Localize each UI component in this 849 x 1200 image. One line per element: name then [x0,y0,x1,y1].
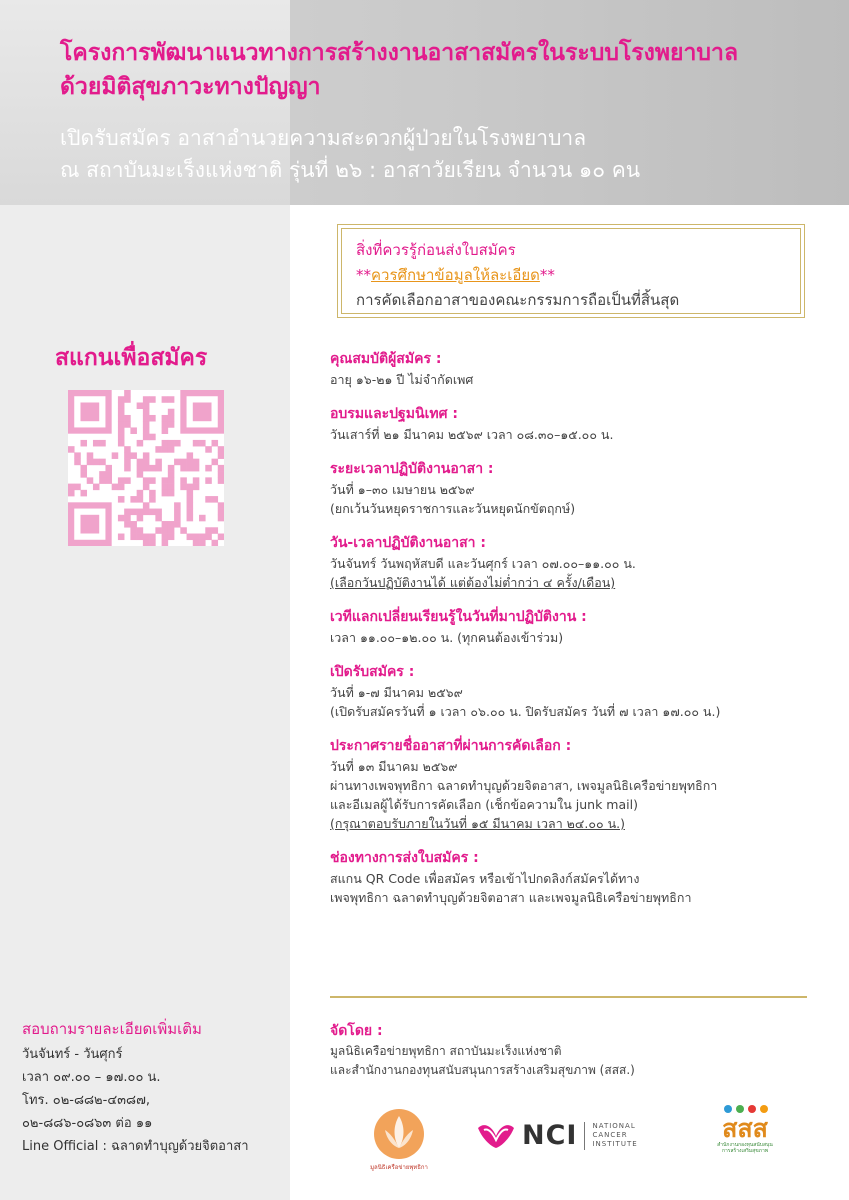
ribbon-icon [476,1122,516,1150]
notice-line-1: สิ่งที่ควรรู้ก่อนส่งใบสมัคร [356,241,516,259]
title-line-2: ด้วยมิติสุขภาวะทางปัญญา [60,74,321,100]
section-period [330,458,830,518]
section-qualifications [330,348,830,389]
contact-phone-2[interactable]: ๐๒-๘๘๖-๐๘๖๓ ต่อ ๑๑ [22,1116,153,1131]
nci-sub-2: CANCER [592,1131,628,1139]
contact-hours: เวลา ๐๙.๐๐ – ๑๗.๐๐ น. [22,1070,161,1085]
nci-logo [476,1120,638,1151]
section-line: วันที่ ๑๓ มีนาคม ๒๕๖๙ [330,759,458,774]
section-line: (เลือกวันปฏิบัติงานได้ แต่ต้องไม่ต่ำกว่า ๔ ครั้ง/เดือน) [330,575,616,590]
contact-block [22,1018,287,1158]
section-orientation [330,403,830,444]
section-schedule [330,532,830,592]
subtitle-line-2: ณ สถาบันมะเร็งแห่งชาติ รุ่นที่ ๒๖ : อาสาวัยเรียน จำนวน ๑๐ คน [60,158,641,182]
section-line: วันเสาร์ที่ ๒๑ มีนาคม ๒๕๖๙ เวลา ๐๘.๓๐–๑๕.๐๐ น. [330,427,614,442]
notice-suffix: ** [539,266,555,284]
section-title: เวทีแลกเปลี่ยนเรียนรู้ในวันที่มาปฏิบัติงาน : [330,609,587,625]
organizer-line-2: และสำนักงานกองทุนสนับสนุนการสร้างเสริมสุขภาพ (สสส.) [330,1063,635,1077]
section-line: ผ่านทางเพจพุทธิกา ฉลาดทำบุญด้วยจิตอาสา, เพจมูลนิธิเครือข่ายพุทธิกา [330,778,718,793]
section-title: วัน-เวลาปฏิบัติงานอาสา : [330,535,487,551]
section-channels [330,847,830,907]
nci-subtitle [592,1122,637,1149]
thaihealth-logo [714,1104,776,1154]
nci-sub-3: INSTITUTE [592,1140,638,1148]
section-registration [330,661,830,721]
section-line: วันที่ ๑-๗ มีนาคม ๒๕๖๙ [330,685,463,700]
section-line: สแกน QR Code เพื่อสมัคร หรือเข้าไปกดลิงก์สมัครได้ทาง [330,871,640,886]
section-line: เพจพุทธิกา ฉลาดทำบุญด้วยจิตอาสา และเพจมูลนิธิเครือข่ายพุทธิกา [330,890,692,905]
thaihealth-sub-2: การสร้างเสริมสุขภาพ [721,1148,769,1154]
nci-sub-1: NATIONAL [592,1122,636,1130]
section-forum [330,606,830,647]
section-line: (เปิดรับสมัครวันที่ ๑ เวลา ๐๖.๐๐ น. ปิดรับสมัคร วันที่ ๗ เวลา ๑๗.๐๐ น.) [330,704,721,719]
nci-logo-text: NCI [522,1120,578,1151]
contact-line[interactable]: Line Official : ฉลาดทำบุญด้วยจิตอาสา [22,1139,249,1154]
section-line: (กรุณาตอบรับภายในวันที่ ๑๕ มีนาคม เวลา ๒๔.๐๐ น.) [330,816,625,831]
buddhika-logo-text: มูลนิธิเครือข่ายพุทธิกา [370,1164,428,1171]
buddhika-logo [370,1108,428,1172]
contact-title: สอบถามรายละเอียดเพิ่มเติม [22,1020,202,1038]
page-subtitle [60,122,820,186]
subtitle-line-1: เปิดรับสมัคร อาสาอำนวยความสะดวกผู้ป่วยในโรงพยาบาล [60,126,587,150]
notice-box-inner [341,228,801,314]
nci-separator [584,1122,585,1150]
section-title: ช่องทางการส่งใบสมัคร : [330,850,479,866]
organizer-block [330,1020,810,1080]
section-line: เวลา ๑๑.๐๐–๑๒.๐๐ น. (ทุกคนต้องเข้าร่วม) [330,630,564,645]
section-line: และอีเมลผู้ได้รับการคัดเลือก (เช็กข้อความใน junk mail) [330,797,638,812]
section-line: อายุ ๑๖-๒๑ ปี ไม่จำกัดเพศ [330,372,474,387]
details-content [330,348,830,921]
notice-line-2 [356,263,786,288]
notice-underlined: ควรศึกษาข้อมูลให้ละเอียด [371,266,540,284]
notice-prefix: ** [356,266,371,284]
lotus-icon [373,1108,425,1160]
section-title: คุณสมบัติผู้สมัคร : [330,351,442,367]
qr-code-graphic [68,390,224,546]
scan-title: สแกนเพื่อสมัคร [55,345,208,371]
notice-box [337,224,805,318]
divider-line [330,996,807,998]
section-announcement [330,735,830,833]
header-banner [0,0,849,205]
thaihealth-logo-text: สสส [722,1114,768,1143]
section-title: เปิดรับสมัคร : [330,664,415,680]
section-title: อบรมและปฐมนิเทศ : [330,406,458,422]
contact-phone-1[interactable]: โทร. ๐๒-๘๘๒-๔๓๘๗, [22,1093,150,1108]
title-line-1: โครงการพัฒนาแนวทางการสร้างงานอาสาสมัครในระบบโรงพยาบาล [60,40,739,66]
section-line: (ยกเว้นวันหยุดราชการและวันหยุดนักขัตฤกษ์) [330,501,576,516]
organizer-line-1: มูลนิธิเครือข่ายพุทธิกา สถาบันมะเร็งแห่งชาติ [330,1044,562,1058]
notice-line-3: การคัดเลือกอาสาของคณะกรรมการถือเป็นที่สิ้นสุด [356,291,680,309]
section-title: ประกาศรายชื่ออาสาที่ผ่านการคัดเลือก : [330,738,572,754]
organizer-title: จัดโดย : [330,1023,383,1039]
qr-code-icon[interactable] [68,390,224,546]
thaihealth-sub-1: สำนักงานกองทุนสนับสนุน [717,1142,773,1148]
section-line: วันที่ ๑–๓๐ เมษายน ๒๕๖๙ [330,482,475,497]
contact-days: วันจันทร์ - วันศุกร์ [22,1047,123,1062]
page-title [60,36,820,104]
section-line: วันจันทร์ วันพฤหัสบดี และวันศุกร์ เวลา ๐๗.๐๐–๑๑.๐๐ น. [330,556,636,571]
section-title: ระยะเวลาปฏิบัติงานอาสา : [330,461,494,477]
